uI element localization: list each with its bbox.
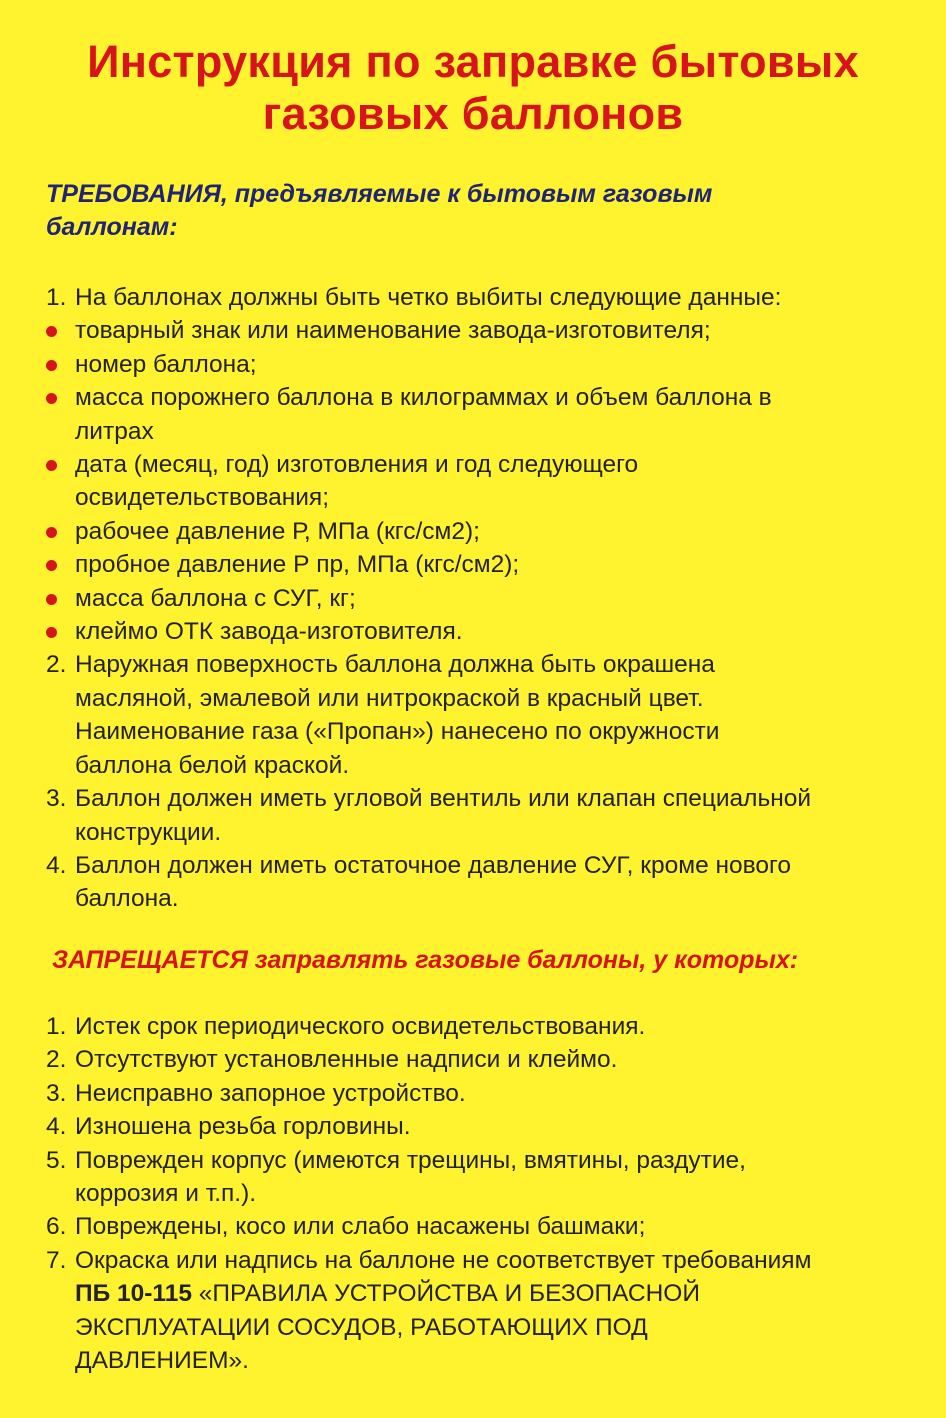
item-text: Повреждены, косо или слабо насажены башмаки; [75, 1213, 646, 1241]
item-text-continued: ДАВЛЕНИЕМ». [75, 1347, 249, 1375]
requirement-item-4 [46, 849, 926, 916]
requirement-item-2 [46, 648, 926, 782]
item-text: Поврежден корпус (имеются трещины, вмятины, раздутие, [75, 1146, 746, 1174]
prohibition-item-4 [46, 1110, 926, 1143]
bullet-text: пробное давление Р пр, МПа (кгс/см2); [75, 551, 520, 579]
item-number: 6. [46, 1213, 67, 1241]
requirements-list [46, 281, 926, 916]
item-text-continued: коррозия и т.п.). [75, 1180, 257, 1208]
bullet-text: товарный знак или наименование завода-изготовителя; [75, 317, 711, 345]
bullet-item [46, 348, 926, 381]
item-text-continued: баллона белой краской. [75, 751, 350, 779]
prohibition-item-2 [46, 1043, 926, 1076]
bullet-dot-icon [46, 560, 57, 571]
item-text-continued: ЭКСПЛУАТАЦИИ СОСУДОВ, РАБОТАЮЩИХ ПОД [75, 1313, 648, 1341]
prohibition-item-5 [46, 1144, 926, 1211]
prohibitions-list [46, 1010, 926, 1377]
prohibition-item-1 [46, 1010, 926, 1043]
item-text-continued: масляной, эмалевой или нитрокраской в красный цвет. [75, 684, 704, 712]
item-text: Изношена резьба горловины. [75, 1113, 411, 1141]
requirement-item-1 [46, 281, 926, 314]
item-number: 2. [46, 651, 67, 679]
item-text: На баллонах должны быть четко выбиты следующие данные: [75, 284, 782, 311]
poster-title-line-2: газовых баллонов [262, 88, 684, 139]
prohibitions-heading: ЗАПРЕЩАЕТСЯ заправлять газовые баллоны, у которых: [52, 946, 799, 974]
bullet-item [46, 615, 926, 648]
bullet-item [46, 448, 926, 515]
bullet-text: номер баллона; [75, 350, 257, 378]
prohibition-item-7 [46, 1244, 926, 1378]
bullet-item [46, 515, 926, 548]
bullet-dot-icon [46, 326, 57, 337]
poster-title [0, 36, 946, 140]
bullet-dot-icon [46, 360, 57, 371]
item-text-continued: конструкции. [75, 818, 222, 846]
item-text: Истек срок периодического освидетельствования. [75, 1013, 646, 1040]
item-number: 4. [46, 1113, 67, 1141]
bullet-dot-icon [46, 627, 57, 638]
bullet-item [46, 314, 926, 347]
item-text: Наружная поверхность баллона должна быть окрашена [75, 651, 715, 679]
bullet-item [46, 548, 926, 581]
regulation-title-start: «ПРАВИЛА УСТРОЙСТВА И БЕЗОПАСНОЙ [191, 1280, 700, 1308]
requirements-heading [46, 178, 906, 244]
bullet-text-continued: литрах [75, 417, 154, 445]
item-text: Баллон должен иметь остаточное давление СУГ, кроме нового [75, 851, 792, 879]
bullet-item [46, 381, 926, 448]
item-number: 3. [46, 785, 67, 813]
prohibition-item-3 [46, 1077, 926, 1110]
item-number: 4. [46, 851, 67, 879]
requirements-heading-line-2: баллонам: [46, 213, 178, 241]
item-number: 2. [46, 1046, 67, 1074]
item-text-continued [75, 1277, 926, 1310]
bullet-text-continued: освидетельствования; [75, 484, 329, 512]
poster-title-line-1: Инструкция по заправке бытовых [87, 36, 859, 87]
item-number: 1. [46, 1013, 67, 1040]
bullet-text: клеймо ОТК завода-изготовителя. [75, 618, 463, 646]
bullet-text: масса порожнего баллона в килограммах и объем баллона в [75, 384, 772, 412]
item-number: 1. [46, 284, 67, 311]
requirements-heading-line-1: ТРЕБОВАНИЯ, предъявляемые к бытовым газовым [46, 180, 713, 208]
item-text-continued: Наименование газа («Пропан») нанесено по окружности [75, 718, 720, 746]
bullet-dot-icon [46, 594, 57, 605]
item-number: 5. [46, 1146, 67, 1174]
bullet-item [46, 582, 926, 615]
item-text: Окраска или надпись на баллоне не соответствует требованиям [75, 1246, 812, 1274]
item-text: Неисправно запорное устройство. [75, 1079, 466, 1107]
item-text: Отсутствуют установленные надписи и клеймо. [75, 1046, 618, 1074]
bullet-dot-icon [46, 393, 57, 404]
requirement-item-3 [46, 782, 926, 849]
bullet-dot-icon [46, 527, 57, 538]
item-number: 7. [46, 1246, 67, 1274]
prohibition-item-6 [46, 1210, 926, 1243]
item-text-continued: баллона. [75, 885, 179, 913]
regulation-code: ПБ 10-115 [75, 1280, 192, 1308]
bullet-text: рабочее давление Р, МПа (кгс/см2); [75, 517, 480, 545]
bullet-text: масса баллона с СУГ, кг; [75, 584, 356, 612]
bullet-text: дата (месяц, год) изготовления и год следующего [75, 451, 639, 479]
item-text: Баллон должен иметь угловой вентиль или клапан специальной [75, 785, 812, 813]
bullet-dot-icon [46, 460, 57, 471]
item-number: 3. [46, 1079, 67, 1107]
